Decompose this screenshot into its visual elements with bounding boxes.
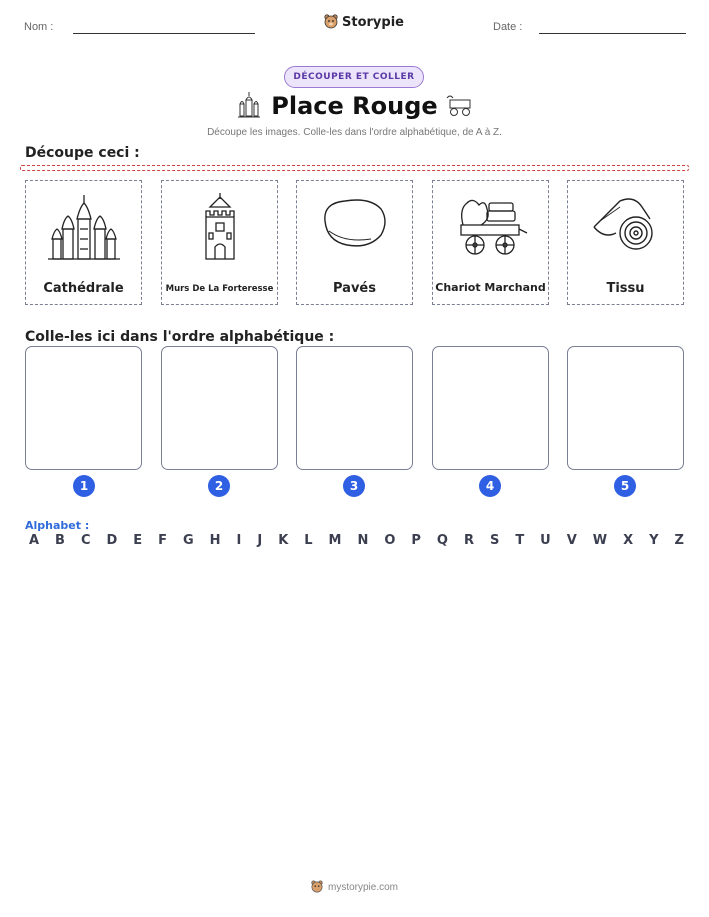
alphabet-letter: D xyxy=(106,533,118,548)
cut-card-paves[interactable] xyxy=(296,180,413,305)
cut-line xyxy=(20,165,689,171)
instructions-subtitle: Découpe les images. Colle-les dans l'ordre alphabétique, de A à Z. xyxy=(207,127,502,138)
position-number: 3 xyxy=(343,475,365,497)
alphabet-letter: H xyxy=(209,533,221,548)
alphabet-letter: S xyxy=(489,533,500,548)
alphabet-row xyxy=(29,533,684,548)
merchant-cart-icon xyxy=(451,189,531,269)
alphabet-letter: W xyxy=(592,533,608,548)
alphabet-letter: X xyxy=(623,533,634,548)
bear-mascot-icon xyxy=(311,880,323,894)
alphabet-letter: M xyxy=(328,533,342,548)
card-label: Murs De La Forteresse xyxy=(165,284,274,294)
alphabet-letter: B xyxy=(55,533,65,548)
alphabet-letter: K xyxy=(278,533,289,548)
alphabet-letter: Q xyxy=(436,533,448,548)
alphabet-letter: U xyxy=(540,533,551,548)
alphabet-letter: O xyxy=(384,533,396,548)
paste-box-1[interactable] xyxy=(25,346,142,470)
alphabet-letter: V xyxy=(566,533,577,548)
card-label: Cathédrale xyxy=(43,281,124,296)
logo-text: Storypie xyxy=(342,14,404,30)
position-number: 2 xyxy=(208,475,230,497)
footer-link[interactable]: mystorypie.com xyxy=(327,881,398,893)
card-label: Pavés xyxy=(333,281,376,296)
cobblestone-icon xyxy=(315,189,395,269)
position-number: 1 xyxy=(73,475,95,497)
card-label: Chariot Marchand xyxy=(435,281,546,294)
alphabet-letter: F xyxy=(158,533,168,548)
alphabet-letter: Y xyxy=(649,533,659,548)
alphabet-letter: T xyxy=(515,533,525,548)
paste-section-heading: Colle-les ici dans l'ordre alphabétique : xyxy=(25,329,335,345)
cut-card-tissu[interactable] xyxy=(567,180,684,305)
alphabet-label: Alphabet : xyxy=(25,519,90,532)
position-number: 5 xyxy=(614,475,636,497)
cut-card-chariot[interactable] xyxy=(432,180,549,305)
card-label: Tissu xyxy=(606,281,645,296)
name-line[interactable] xyxy=(73,33,255,34)
alphabet-letter: I xyxy=(236,533,242,548)
position-number: 4 xyxy=(479,475,501,497)
bear-mascot-icon xyxy=(324,14,338,30)
name-label: Nom : xyxy=(24,21,54,33)
alphabet-letter: R xyxy=(463,533,474,548)
alphabet-letter: J xyxy=(257,533,263,548)
paste-box-4[interactable] xyxy=(432,346,549,470)
fabric-roll-icon xyxy=(586,189,666,269)
storypie-logo xyxy=(324,14,404,30)
date-label: Date : xyxy=(493,21,523,33)
page-title: Place Rouge xyxy=(271,92,438,120)
cart-small-icon xyxy=(444,92,474,118)
date-line[interactable] xyxy=(539,33,686,34)
alphabet-letter: P xyxy=(411,533,421,548)
alphabet-letter: A xyxy=(29,533,40,548)
cut-card-murs[interactable] xyxy=(161,180,278,305)
fortress-tower-icon xyxy=(180,189,260,269)
cathedral-icon xyxy=(44,189,124,269)
alphabet-letter: G xyxy=(183,533,194,548)
activity-badge: DÉCOUPER ET COLLER xyxy=(284,66,424,88)
paste-box-2[interactable] xyxy=(161,346,278,470)
alphabet-letter: Z xyxy=(674,533,684,548)
cut-section-heading: Découpe ceci : xyxy=(25,145,140,161)
alphabet-letter: L xyxy=(304,533,313,548)
alphabet-letter: E xyxy=(133,533,143,548)
paste-box-3[interactable] xyxy=(296,346,413,470)
cut-card-cathedrale[interactable] xyxy=(25,180,142,305)
paste-box-5[interactable] xyxy=(567,346,684,470)
alphabet-letter: C xyxy=(80,533,91,548)
alphabet-letter: N xyxy=(357,533,369,548)
footer xyxy=(0,880,709,894)
